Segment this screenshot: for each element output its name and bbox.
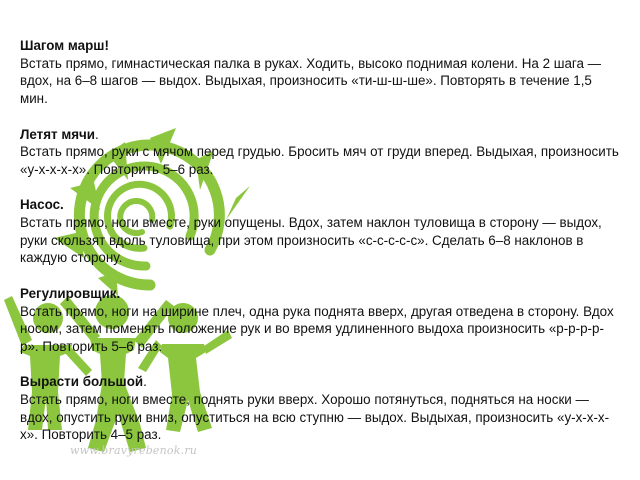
exercise-title-line xyxy=(20,126,620,144)
exercise-title: Летят мячи xyxy=(20,126,96,142)
exercise-grow-big xyxy=(20,373,620,444)
exercise-pump xyxy=(20,196,620,267)
exercise-description: Встать прямо, ноги на ширине плеч, одна рука поднята вверх, другая отведена в сторону. Вдох носом, затем поменять положение рук и во время удлиненного выдоха произносить «р-р-р-р-р». Повторить 5–6 раз. xyxy=(20,303,614,354)
exercise-marching xyxy=(20,37,620,108)
exercise-title: Регулировщик. xyxy=(20,285,121,301)
exercise-title: Вырасти большой xyxy=(20,374,144,390)
watermark: www.bravyrebenok.ru xyxy=(70,444,198,457)
exercise-title-suffix: . xyxy=(95,126,99,142)
exercise-description: Встать прямо, гимнастическая палка в руках. Ходить, высоко поднимая колени. На 2 шага — вдох, на 6–8 шагов — выдох. Выдыхая, произносить «ти-ш-ш-ше». Повторять в течение 1,5 мин. xyxy=(20,55,602,107)
exercise-traffic-controller xyxy=(20,285,620,356)
exercise-title: Насос. xyxy=(20,197,64,213)
document-body xyxy=(20,37,620,462)
exercise-description: Встать прямо, ноги вместе, руки опущены. Вдох, затем наклон туловища в сторону — выдох, руки скользят вдоль туловища, при этом произносить «с-с-с-с-с». Сделать 6–8 наклонов в каждую сторону. xyxy=(20,215,602,266)
exercise-description: Встать прямо, ноги вместе, поднять руки вверх. Хорошо потянуться, подняться на носки — вдох, опустить руки вниз, опуститься на всю ступню — выдох. Выдыхая, произносить «у-х-х-х-х». Повторить 4–5 раз. xyxy=(20,392,610,443)
exercise-title-line xyxy=(20,373,620,391)
exercise-description: Встать прямо, руки с мячом перед грудью. Бросить мяч от груди вперед. Выдыхая, произносить «у-х-х-х-х». Повторить 5–6 раз. xyxy=(20,144,619,177)
exercise-flying-balls xyxy=(20,126,620,179)
exercise-title-suffix: . xyxy=(143,374,147,390)
exercise-title: Шагом марш! xyxy=(20,38,109,53)
